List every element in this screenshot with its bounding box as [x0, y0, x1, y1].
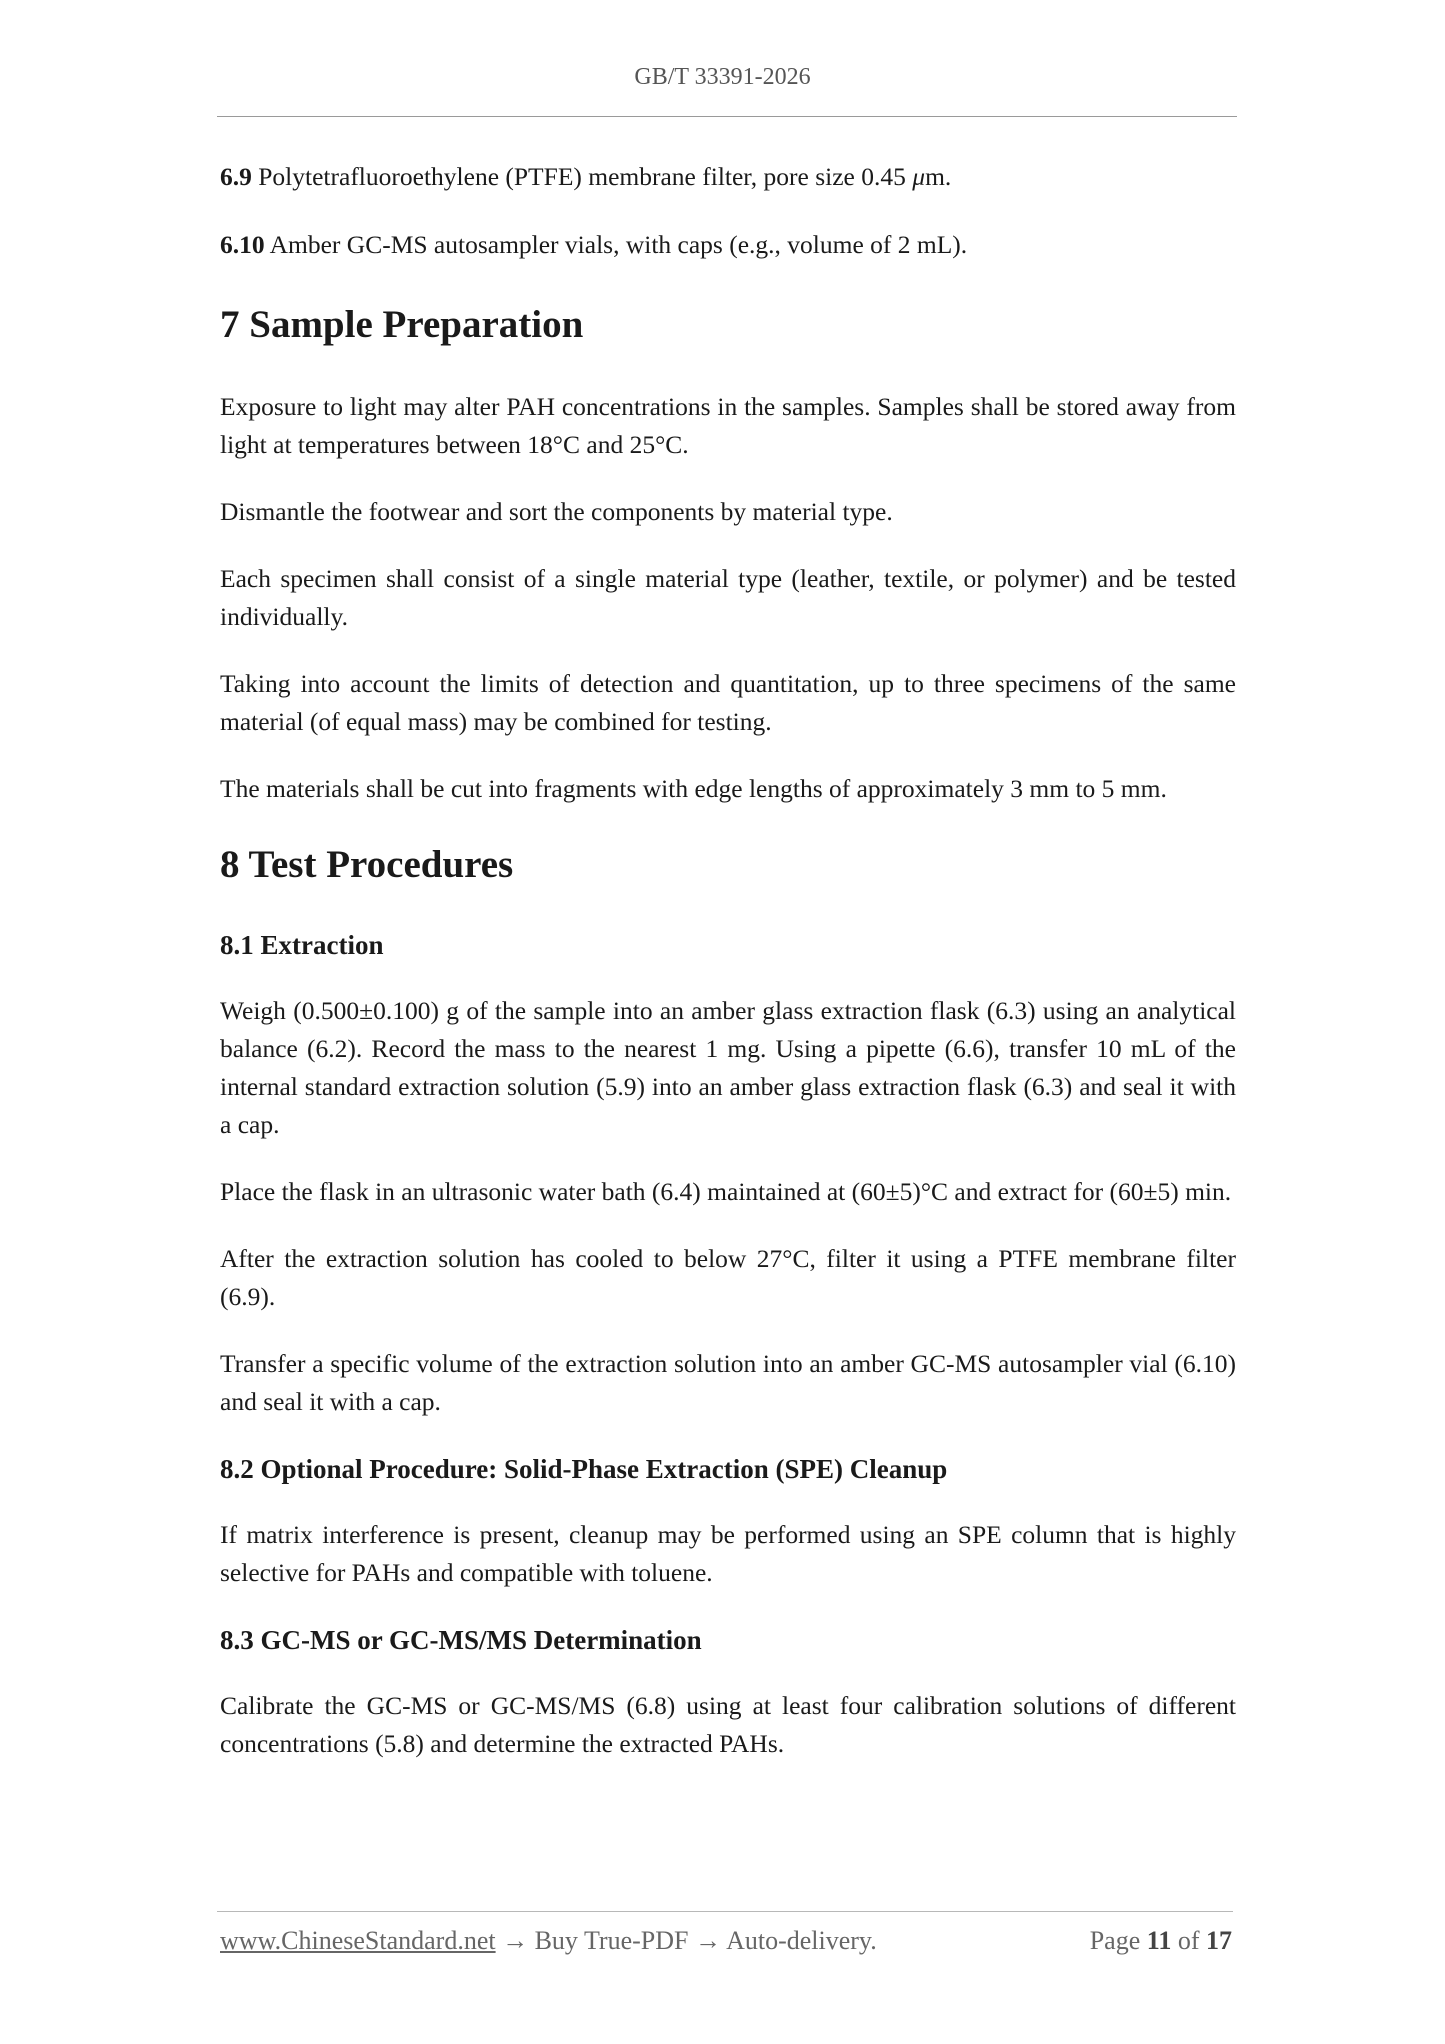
unit-mu: μ: [912, 162, 926, 191]
section-7-heading: 7 Sample Preparation: [220, 303, 584, 346]
subsection-8-1-heading: 8.1 Extraction: [220, 930, 384, 960]
buy-text: Buy True-PDF: [534, 1926, 689, 1955]
paragraph: If matrix interference is present, cleanup may be performed using an SPE column that is highly selective for PAHs and compatible with toluene.: [220, 1520, 1236, 1587]
item-number: 6.9: [220, 162, 252, 191]
total-pages: 17: [1206, 1926, 1232, 1955]
header-divider: [217, 116, 1237, 117]
page-word: Page: [1089, 1926, 1141, 1955]
paragraph: Exposure to light may alter PAH concentrations in the samples. Samples shall be stored away from light at temperatures between 18°C and 25°C.: [220, 392, 1236, 459]
paragraph: Calibrate the GC-MS or GC-MS/MS (6.8) using at least four calibration solutions of different concentrations (5.8) and determine the extracted PAHs.: [220, 1691, 1236, 1758]
site-link[interactable]: www.ChineseStandard.net: [220, 1926, 496, 1955]
page-header: GB/T 33391-2026: [634, 64, 811, 90]
delivery-text: Auto-delivery.: [726, 1926, 877, 1955]
list-item-6-10: [220, 226, 1236, 264]
paragraph: Dismantle the footwear and sort the components by material type.: [220, 497, 893, 526]
arrow-right-icon: →: [502, 1926, 529, 1955]
current-page: 11: [1146, 1926, 1172, 1955]
paragraph: Place the flask in an ultrasonic water bath (6.4) maintained at (60±5)°C and extract for (60±5) min.: [220, 1177, 1232, 1206]
footer-divider: [217, 1911, 1233, 1912]
footer-left: [220, 1926, 877, 1956]
paragraph: Weigh (0.500±0.100) g of the sample into an amber glass extraction flask (6.3) using an analytical balance (6.2). Record the mass to the nearest 1 mg. Using a pipette (6.6), transfer 10 mL of the internal standard extraction solution (5.9) into an amber glass extraction flask (6.3) and seal it with a cap.: [220, 996, 1236, 1139]
subsection-8-3-heading: 8.3 GC-MS or GC-MS/MS Determination: [220, 1625, 702, 1655]
subsection-8-2-heading: 8.2 Optional Procedure: Solid-Phase Extraction (SPE) Cleanup: [220, 1454, 948, 1484]
page-number: [1090, 1926, 1232, 1956]
item-text: Polytetrafluoroethylene (PTFE) membrane filter, pore size 0.45: [251, 162, 913, 191]
item-text: Amber GC-MS autosampler vials, with caps (e.g., volume of 2 mL).: [264, 230, 968, 259]
page-footer: [220, 1926, 1232, 1956]
section-8-heading: 8 Test Procedures: [220, 843, 514, 886]
paragraph: The materials shall be cut into fragments with edge lengths of approximately 3 mm to 5 mm.: [220, 774, 1167, 803]
arrow-right-icon: →: [695, 1926, 721, 1955]
paragraph: After the extraction solution has cooled to below 27°C, filter it using a PTFE membrane filter (6.9).: [220, 1244, 1236, 1311]
of-word: of: [1177, 1926, 1200, 1955]
paragraph: Taking into account the limits of detection and quantitation, up to three specimens of the same material (of equal mass) may be combined for testing.: [220, 669, 1236, 736]
item-number: 6.10: [220, 230, 265, 259]
document-body: [220, 158, 1236, 1792]
paragraph: Transfer a specific volume of the extraction solution into an amber GC-MS autosampler vial (6.10) and seal it with a cap.: [220, 1349, 1236, 1416]
unit-rest: m.: [925, 162, 952, 191]
list-item-6-9: [220, 158, 1236, 196]
paragraph: Each specimen shall consist of a single material type (leather, textile, or polymer) and be tested individually.: [220, 564, 1236, 631]
